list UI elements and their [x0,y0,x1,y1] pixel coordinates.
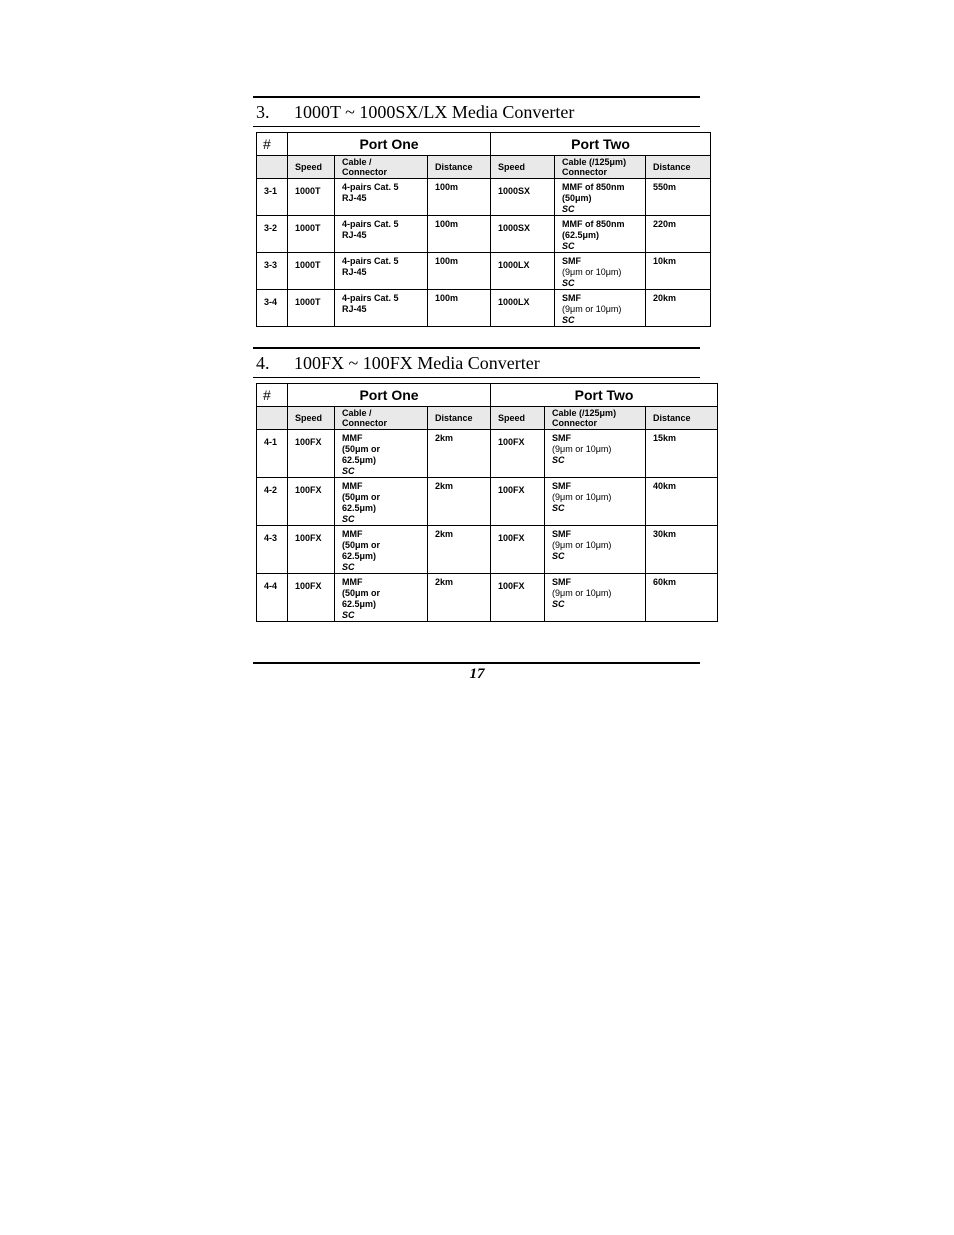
port-one-distance-cell [428,216,491,253]
port-two-fiber-size: (9μm or 10μm) [552,588,612,598]
port-one-speed-cell [288,290,335,327]
subheader-cell: Speed [491,407,545,430]
row-id-cell [257,253,288,290]
port-one-cable: MMF (50μm or 62.5μm) [342,529,381,561]
port-one-connector: SC [342,466,355,476]
port-two-speed: 1000LX [498,297,530,307]
port-two-speed-cell [491,430,545,478]
subheader-cell: Speed [288,407,335,430]
section-4-bottom-rule [253,377,700,378]
port-two-speed: 100FX [498,581,525,591]
hash-header: # [257,384,288,407]
port-two-speed: 1000SX [498,186,531,196]
port-two-cable-cell [545,430,646,478]
port-one-speed: 1000T [295,260,321,270]
port-two-distance-cell [646,253,711,290]
port-one-speed: 100FX [295,581,322,591]
port-one-distance: 2km [435,529,454,539]
table-row [257,253,711,290]
port-two-distance-cell [646,430,718,478]
port-two-speed-cell [491,179,555,216]
port-two-distance: 10km [653,256,677,266]
port-one-distance-cell [428,574,491,622]
port-one-connector: SC [342,514,355,524]
port-one-distance-cell [428,430,491,478]
port-two-cable-cell [555,290,646,327]
section-4-number: 4. [256,353,270,373]
page-number: 17 [469,666,485,682]
row-id: 4-4 [264,581,278,591]
port-one-cable-cell [335,179,428,216]
port-two-distance-cell [646,478,718,526]
subheader-blank [257,156,288,179]
port-two-cable: SMF [552,433,572,443]
port-one-distance: 100m [435,182,459,192]
port-one-cable: 4-pairs Cat. 5 RJ-45 [342,256,399,277]
subheader-cell: Distance [428,156,491,179]
port-one-cable-cell [335,526,428,574]
port-two-speed-cell [491,526,545,574]
port-one-distance: 100m [435,293,459,303]
port-two-distance: 30km [653,529,677,539]
port-two-fiber-size: (9μm or 10μm) [562,304,622,314]
port-one-cable: MMF (50μm or 62.5μm) [342,481,381,513]
port-two-header: Port Two [491,133,711,156]
table-row [257,430,718,478]
section-3-top-rule [253,96,700,98]
port-two-connector: SC [552,455,565,465]
table-row [257,574,718,622]
table-row [257,290,711,327]
port-one-distance: 100m [435,256,459,266]
port-two-cable-cell [555,179,646,216]
port-two-connector: SC [562,315,575,325]
section-3-title [256,102,574,122]
section-4-table [256,383,718,622]
port-one-speed: 100FX [295,485,322,495]
port-two-connector: SC [552,599,565,609]
subheader-cell: Cable / Connector [335,407,428,430]
port-one-cable-cell [335,574,428,622]
port-two-distance: 20km [653,293,677,303]
subheader-cell: Distance [646,407,718,430]
row-id: 4-2 [264,485,278,495]
port-one-cable-cell [335,216,428,253]
port-one-speed: 100FX [295,437,322,447]
port-two-speed: 100FX [498,437,525,447]
port-two-connector: SC [562,241,575,251]
port-one-cable-cell [335,253,428,290]
port-one-speed-cell [288,526,335,574]
port-two-distance-cell [646,290,711,327]
port-two-speed: 100FX [498,485,525,495]
port-one-cable: 4-pairs Cat. 5 RJ-45 [342,293,399,314]
table-row [257,216,711,253]
port-two-cable: SMF [552,529,572,539]
port-two-cable-cell [555,253,646,290]
port-two-cable: SMF [562,293,582,303]
port-two-distance: 60km [653,577,677,587]
row-id: 4-3 [264,533,278,543]
port-one-speed-cell [288,216,335,253]
port-one-speed-cell [288,430,335,478]
section-4-title-text: 100FX ~ 100FX Media Converter [294,353,540,373]
port-one-distance-cell [428,478,491,526]
port-two-connector: SC [562,204,575,214]
port-two-distance-cell [646,216,711,253]
port-two-speed-cell [491,290,555,327]
subheader-cell: Cable / Connector [335,156,428,179]
port-one-distance-cell [428,290,491,327]
port-one-distance: 2km [435,433,454,443]
port-two-distance-cell [646,526,718,574]
port-one-speed-cell [288,574,335,622]
row-id-cell [257,478,288,526]
port-two-cable: SMF [562,256,582,266]
table-row [257,526,718,574]
port-two-cable: SMF [552,481,572,491]
port-one-cable: MMF (50μm or 62.5μm) [342,577,381,609]
section-3-table [256,132,711,327]
port-two-speed: 1000SX [498,223,531,233]
port-two-speed-cell [491,574,545,622]
port-two-fiber-size: (9μm or 10μm) [552,492,612,502]
port-two-cable-cell [545,574,646,622]
port-two-connector: SC [562,278,575,288]
port-two-cable-cell [555,216,646,253]
port-one-connector: SC [342,610,355,620]
port-one-distance: 100m [435,219,459,229]
port-two-distance: 40km [653,481,677,491]
section-3-title-text: 1000T ~ 1000SX/LX Media Converter [294,102,575,122]
port-two-distance: 15km [653,433,677,443]
row-id-cell [257,179,288,216]
port-one-connector: SC [342,562,355,572]
port-two-fiber-size: (9μm or 10μm) [562,267,622,277]
port-two-fiber-size: (9μm or 10μm) [552,444,612,454]
port-two-connector: SC [552,551,565,561]
port-two-header: Port Two [491,384,718,407]
row-id: 3-2 [264,223,278,233]
port-two-fiber-size: (9μm or 10μm) [552,540,612,550]
port-two-cable: MMF of 850nm (62.5μm) [562,219,625,240]
port-one-cable: 4-pairs Cat. 5 RJ-45 [342,182,399,203]
port-two-speed: 1000LX [498,260,530,270]
port-two-connector: SC [552,503,565,513]
port-one-speed: 1000T [295,186,321,196]
row-id: 4-1 [264,437,278,447]
footer-rule [253,662,700,664]
port-one-distance: 2km [435,577,454,587]
subheader-blank [257,407,288,430]
port-one-speed: 1000T [295,223,321,233]
port-two-distance-cell [646,574,718,622]
section-3-number: 3. [256,102,270,122]
port-two-speed-cell [491,253,555,290]
port-two-cable-cell [545,526,646,574]
port-two-cable: MMF of 850nm (50μm) [562,182,625,203]
port-one-speed-cell [288,478,335,526]
port-two-speed-cell [491,216,555,253]
table-row [257,179,711,216]
port-one-cable-cell [335,430,428,478]
row-id-cell [257,290,288,327]
port-one-speed-cell [288,253,335,290]
row-id-cell [257,430,288,478]
section-4-top-rule [253,347,700,349]
section-4-title [256,353,540,373]
port-two-cable: SMF [552,577,572,587]
port-two-speed-cell [491,478,545,526]
port-one-distance: 2km [435,481,454,491]
port-two-distance-cell [646,179,711,216]
port-one-cable-cell [335,478,428,526]
row-id-cell [257,574,288,622]
row-id-cell [257,526,288,574]
row-id: 3-3 [264,260,278,270]
subheader-cell: Distance [428,407,491,430]
port-one-header: Port One [288,384,491,407]
port-one-cable: 4-pairs Cat. 5 RJ-45 [342,219,399,240]
row-id: 3-1 [264,186,278,196]
port-two-distance: 220m [653,219,677,229]
port-one-distance-cell [428,526,491,574]
table-row [257,478,718,526]
port-two-speed: 100FX [498,533,525,543]
row-id: 3-4 [264,297,278,307]
section-3-bottom-rule [253,126,700,127]
port-one-speed-cell [288,179,335,216]
port-one-header: Port One [288,133,491,156]
subheader-cell: Cable (/125μm) Connector [555,156,646,179]
port-one-speed: 1000T [295,297,321,307]
port-one-cable-cell [335,290,428,327]
port-one-speed: 100FX [295,533,322,543]
subheader-cell: Cable (/125μm) Connector [545,407,646,430]
subheader-cell: Speed [288,156,335,179]
port-one-distance-cell [428,179,491,216]
row-id-cell [257,216,288,253]
port-two-distance: 550m [653,182,677,192]
subheader-cell: Distance [646,156,711,179]
subheader-cell: Speed [491,156,555,179]
hash-header: # [257,133,288,156]
port-two-cable-cell [545,478,646,526]
port-one-cable: MMF (50μm or 62.5μm) [342,433,381,465]
port-one-distance-cell [428,253,491,290]
